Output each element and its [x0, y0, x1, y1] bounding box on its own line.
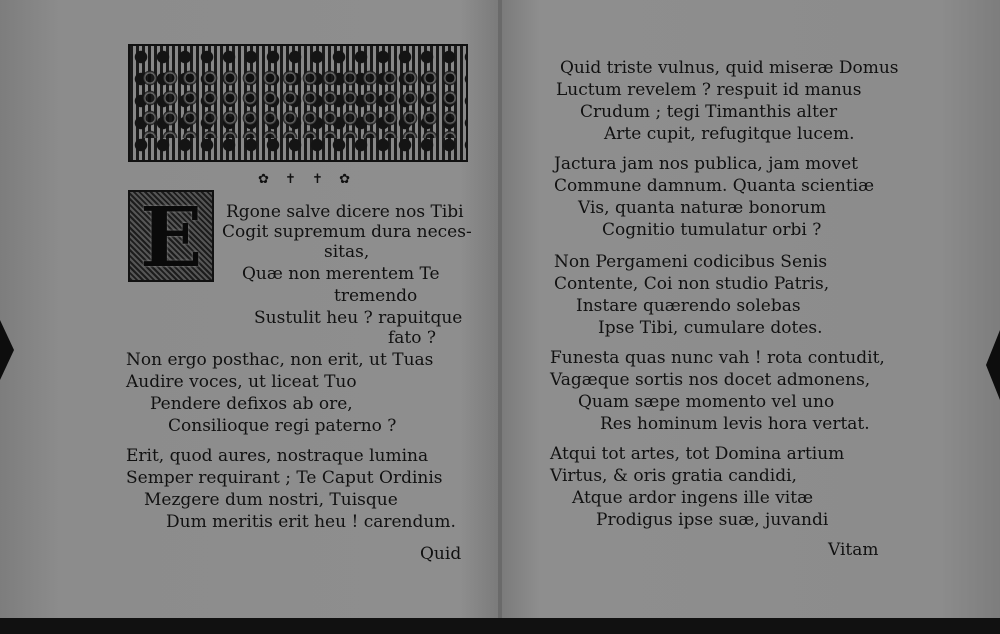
- poem-line: Funesta quas nunc vah ! rota contudit,: [550, 348, 885, 368]
- poem-line: Audire voces, ut liceat Tuo: [126, 372, 357, 392]
- poem-line: Atque ardor ingens ille vitæ: [572, 488, 814, 508]
- poem-line: Dum meritis erit heu ! carendum.: [166, 512, 456, 532]
- poem-line: Pendere defixos ab ore,: [150, 394, 353, 414]
- poem-line: Arte cupit, refugitque lucem.: [604, 124, 855, 144]
- poem-line: Ipse Tibi, cumulare dotes.: [598, 318, 823, 338]
- poem-line: Atqui tot artes, tot Domina artium: [550, 444, 845, 464]
- poem-line: Jactura jam nos publica, jam movet: [554, 154, 858, 174]
- poem-line: Virtus, & oris gratia candidi,: [550, 466, 797, 486]
- poem-line: Instare quærendo solebas: [576, 296, 801, 316]
- poem-line: Mezgere dum nostri, Tuisque: [144, 490, 398, 510]
- poem-line: Quam sæpe momento vel uno: [578, 392, 835, 412]
- poem-line: Res hominum levis hora vertat.: [600, 414, 870, 434]
- catchword: Quid: [420, 544, 462, 564]
- bottom-shadow: [0, 618, 1000, 634]
- poem-line: Consilioque regi paterno ?: [168, 416, 397, 436]
- poem-line: Non ergo posthac, non erit, ut Tuas: [126, 350, 434, 370]
- poem-line: Contente, Coi non studio Patris,: [554, 274, 830, 294]
- catchword: Vitam: [828, 540, 879, 560]
- poem-line: Quæ non merentem Te: [242, 264, 440, 284]
- drop-cap: [128, 190, 214, 286]
- poem-line: sitas,: [324, 242, 370, 262]
- poem-line: Cognitio tumulatur orbi ?: [602, 220, 822, 240]
- poem-line: Vagæque sortis nos docet admonens,: [550, 370, 871, 390]
- poem-line: Crudum ; tegi Timanthis alter: [580, 102, 838, 122]
- poem-line: Semper requirant ; Te Caput Ordinis: [126, 468, 443, 488]
- poem-line: Erit, quod aures, nostraque lumina: [126, 446, 429, 466]
- poem-line: tremendo: [334, 286, 418, 306]
- headpiece-pattern: [140, 68, 456, 138]
- poem-line: Non Pergameni codicibus Senis: [554, 252, 828, 272]
- headpiece-ornament: [128, 44, 468, 162]
- poem-line: Quid triste vulnus, quid miseræ Domus: [560, 58, 899, 78]
- poem-line: fato ?: [388, 328, 437, 348]
- right-page: [502, 0, 1000, 610]
- poem-line: Rgone salve dicere nos Tibi: [226, 202, 464, 222]
- fleuron-row: ✿ ✝ ✝ ✿: [258, 172, 356, 187]
- left-page: [0, 0, 498, 610]
- poem-line: Prodigus ipse suæ, juvandi: [596, 510, 829, 530]
- poem-line: Commune damnum. Quanta scientiæ: [554, 176, 875, 196]
- poem-line: Vis, quanta naturæ bonorum: [578, 198, 827, 218]
- drop-cap-letter: E: [140, 190, 203, 286]
- poem-line: Luctum revelem ? respuit id manus: [556, 80, 862, 100]
- poem-line: Sustulit heu ? rapuitque: [254, 308, 463, 328]
- poem-line: Cogit supremum dura neces-: [222, 222, 472, 242]
